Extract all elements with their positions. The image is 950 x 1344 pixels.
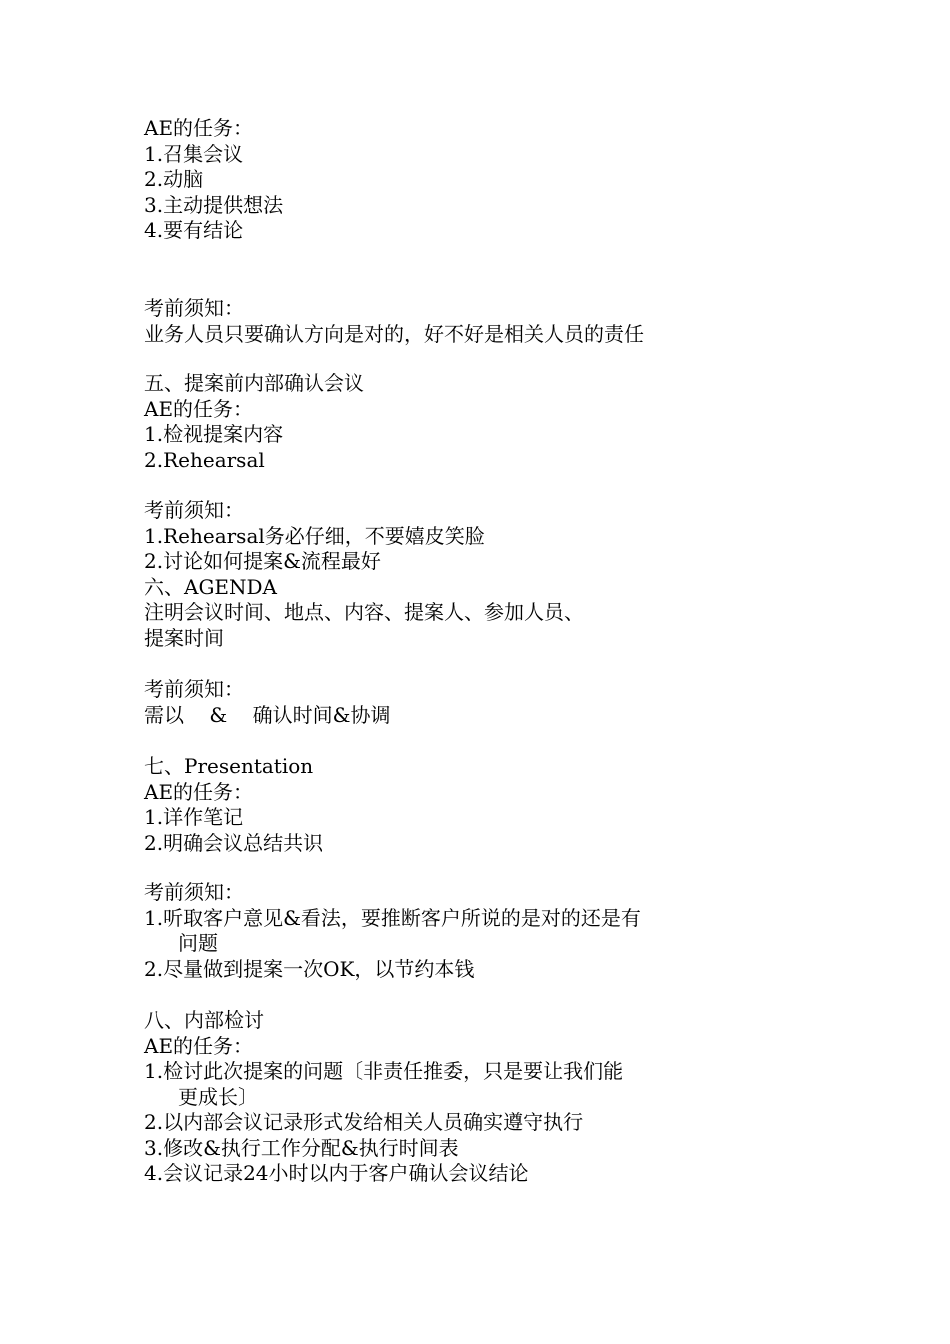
paragraph-line: 注明会议时间、地点、内容、提案人、参加人员、 xyxy=(144,600,584,624)
agenda-notes-block xyxy=(144,677,744,728)
list-item: 2.尽量做到提案一次OK，以节约本钱 xyxy=(144,956,475,981)
list-item: 2.讨论如何提案&流程最好 xyxy=(144,549,381,573)
section-five-notes-block xyxy=(144,498,744,651)
list-item: 1.Rehearsal务必仔细，不要嬉皮笑脸 xyxy=(144,523,485,548)
list-item: 2.Rehearsal xyxy=(144,447,265,472)
section-heading: 考前须知： xyxy=(144,677,244,701)
list-item-continuation: 问题 xyxy=(178,931,218,955)
list-item: 4.要有结论 xyxy=(144,218,244,242)
section-heading: 考前须知： xyxy=(144,498,244,522)
paragraph-line: 需以 & 确认时间&协调 xyxy=(144,702,391,727)
list-item: 4.会议记录24小时以内于客户确认会议结论 xyxy=(144,1161,529,1185)
list-item: 1.检讨此次提案的问题〔非责任推委，只是要让我们能 xyxy=(144,1059,624,1083)
notes-block xyxy=(144,296,744,347)
section-title: 五、提案前内部确认会议 xyxy=(144,371,364,395)
section-title: 八、内部检讨 xyxy=(144,1008,264,1032)
section-heading: 考前须知： xyxy=(144,296,244,320)
section-heading: 考前须知： xyxy=(144,880,244,904)
section-title: 六、AGENDA xyxy=(144,574,277,599)
list-item: 2.以内部会议记录形式发给相关人员确实遵守执行 xyxy=(144,1110,584,1134)
list-item: 2.明确会议总结共识 xyxy=(144,830,324,855)
section-heading: AE的任务： xyxy=(144,396,254,421)
section-eight-block xyxy=(144,1008,744,1187)
list-item: 1.详作笔记 xyxy=(144,805,244,829)
section-seven-block xyxy=(144,754,744,856)
list-item: 3.修改&执行工作分配&执行时间表 xyxy=(144,1135,459,1160)
section-heading: AE的任务： xyxy=(144,779,254,804)
list-item: 1.召集会议 xyxy=(144,141,244,166)
section-title: 七、Presentation xyxy=(144,754,314,778)
section-seven-notes-block xyxy=(144,880,744,982)
list-item: 1.听取客户意见&看法，要推断客户所说的是对的还是有 xyxy=(144,905,641,930)
list-item-continuation: 更成长〕 xyxy=(178,1084,258,1109)
section-heading: AE的任务： xyxy=(144,116,254,140)
list-item: 2.动脑 xyxy=(144,167,204,191)
ae-tasks-block xyxy=(144,116,744,244)
section-heading: AE的任务： xyxy=(144,1033,254,1058)
list-item: 3.主动提供想法 xyxy=(144,192,284,217)
section-five-block xyxy=(144,371,744,473)
paragraph-line: 提案时间 xyxy=(144,625,224,650)
list-item: 1.检视提案内容 xyxy=(144,422,284,446)
paragraph-line: 业务人员只要确认方向是对的，好不好是相关人员的责任 xyxy=(144,321,644,346)
